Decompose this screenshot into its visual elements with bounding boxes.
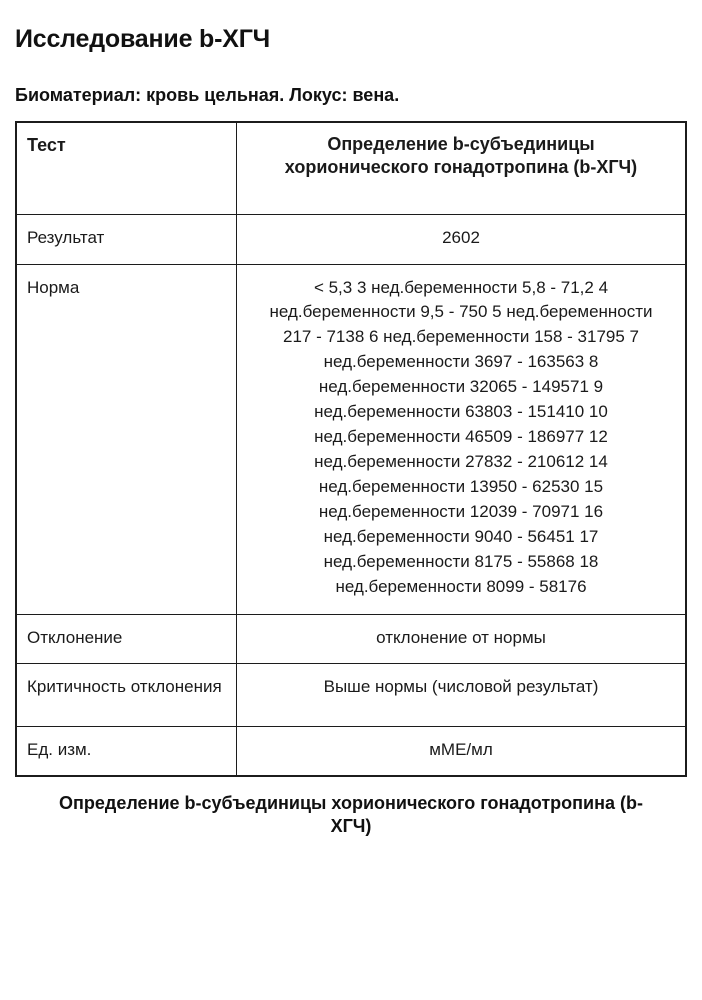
table-row-result: [16, 215, 686, 264]
table-row-norm: [16, 264, 686, 615]
biomaterial-subtitle: Биоматериал: кровь цельная. Локус: вена.: [15, 85, 400, 105]
row-label-criticality: Критичность отклонения: [16, 664, 237, 726]
row-label-test: Тест: [16, 122, 237, 215]
row-value-unit: мМЕ/мл: [237, 726, 687, 776]
table-caption: Определение b-субъединицы хорионического гонадотропина (b-ХГЧ): [59, 792, 643, 837]
row-value-deviation: отклонение от нормы: [237, 615, 687, 664]
table-row-test: [16, 122, 686, 215]
lab-result-table: [15, 121, 687, 777]
row-value-criticality: Выше нормы (числовой результат): [237, 664, 687, 726]
table-row-unit: [16, 726, 686, 776]
page-title: Исследование b-ХГЧ: [15, 25, 271, 53]
row-label-deviation: Отклонение: [16, 615, 237, 664]
row-value-result: 2602: [237, 215, 687, 264]
table-row-criticality: [16, 664, 686, 726]
table-row-deviation: [16, 615, 686, 664]
row-label-result: Результат: [16, 215, 237, 264]
row-value-norm: < 5,3 3 нед.беременности 5,8 - 71,2 4 нед.беременности 9,5 - 750 5 нед.беременности 217 - 7138 6 нед.беременности 158 - 31795 7 нед.беременности 3697 - 163563 8 нед.беременности 32065 - 149571 9 нед.беременности 63803 - 151410 10 нед.беременности 46509 - 186977 12 нед.беременности 27832 - 210612 14 нед.беременности 13950 - 62530 15 нед.беременности 12039 - 70971 16 нед.беременности 9040 - 56451 17 нед.беременности 8175 - 55868 18 нед.беременности 8099 - 58176: [237, 264, 687, 615]
row-label-unit: Ед. изм.: [16, 726, 237, 776]
row-label-norm: Норма: [16, 264, 237, 615]
row-value-test: Определение b-субъединицы хорионического гонадотропина (b-ХГЧ): [237, 122, 687, 215]
